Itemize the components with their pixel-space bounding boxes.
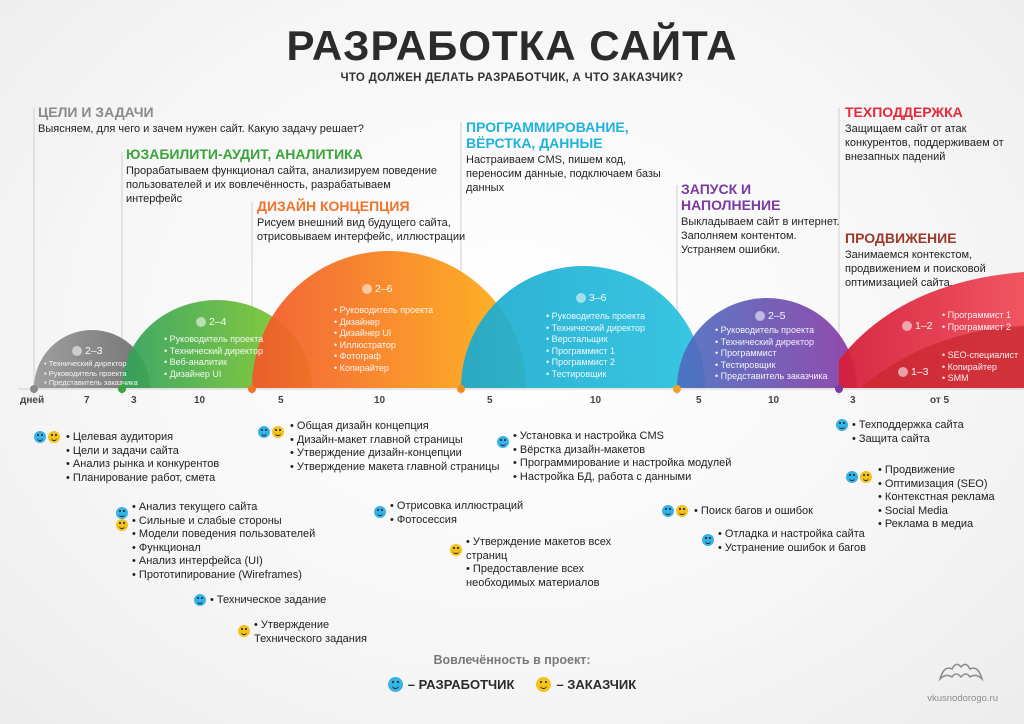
phase-launch bbox=[681, 181, 841, 257]
page-title: РАЗРАБОТКА САЙТА bbox=[286, 22, 738, 69]
task-group-goals bbox=[34, 431, 219, 485]
face-icon bbox=[196, 317, 206, 327]
arc-roles-dev bbox=[546, 311, 645, 380]
list-item: • Контекстная реклама bbox=[878, 491, 995, 505]
task-group-bugs bbox=[662, 505, 813, 519]
list-item: • Функционал bbox=[132, 542, 315, 556]
list-item: • Анализ текущего сайта bbox=[132, 501, 315, 515]
list-item: • Техническое задание bbox=[210, 594, 326, 608]
legend-developer-label: – РАЗРАБОТЧИК bbox=[407, 677, 515, 692]
task-group-debug bbox=[702, 528, 866, 555]
arc-count-design: 2–6 bbox=[362, 283, 393, 295]
developer-face-icon bbox=[374, 506, 386, 518]
role: • Технический директор bbox=[44, 359, 138, 369]
role: • Представитель заказчика bbox=[44, 378, 138, 388]
legend-title: Вовлечённость в проект: bbox=[433, 653, 591, 667]
phase-support bbox=[845, 104, 1015, 164]
role: • Фотограф bbox=[334, 351, 433, 363]
list-item: • Продвижение bbox=[878, 464, 995, 478]
role: • Программист 2 bbox=[942, 322, 1011, 334]
task-group-tz bbox=[194, 594, 326, 608]
role: • Копирайтер bbox=[942, 362, 1018, 374]
role: • SMM bbox=[942, 373, 1018, 385]
role: • Руководитель проекта bbox=[715, 325, 828, 337]
axis-label: 10 bbox=[374, 395, 386, 406]
list-item: • Настройка БД, работа с данными bbox=[513, 471, 731, 485]
developer-face-icon bbox=[388, 677, 403, 692]
arc-count-goals: 2–3 bbox=[72, 345, 103, 357]
role: • Представитель заказчика bbox=[715, 371, 828, 383]
axis-label: от 5 bbox=[930, 395, 950, 406]
phase-title: ПРОДВИЖЕНИЕ bbox=[845, 230, 957, 246]
list-item: • Установка и настройка CMS bbox=[513, 430, 731, 444]
role: • Программист 2 bbox=[546, 357, 645, 369]
arc-roles-goals bbox=[44, 359, 138, 388]
face-icon bbox=[755, 311, 765, 321]
list-item: • Анализ рынка и конкурентов bbox=[66, 458, 219, 472]
phase-desc: Занимаемся контекстом, продвижением и поисковой оптимизацией сайта. bbox=[845, 249, 986, 289]
list-item: • Вёрстка дизайн-макетов bbox=[513, 444, 731, 458]
task-group-design bbox=[258, 420, 499, 474]
list-item: • Программирование и настройка модулей bbox=[513, 457, 731, 471]
phase-title: ТЕХПОДДЕРЖКА bbox=[845, 104, 963, 120]
axis-label: 10 bbox=[590, 395, 602, 406]
phase-desc: Защищаем сайт от атак конкурентов, поддерживаем от внезапных падений bbox=[845, 123, 1004, 163]
axis-label: 10 bbox=[194, 395, 206, 406]
role: • Технический директор bbox=[164, 346, 263, 358]
axis-label: 3 bbox=[850, 395, 856, 406]
arc-count-usability: 2–4 bbox=[196, 316, 227, 328]
role: • Руководитель проекта bbox=[44, 369, 138, 379]
axis-label: 5 bbox=[487, 395, 493, 406]
brand-link[interactable]: vkusnodorogo.ru bbox=[927, 693, 998, 704]
list-item: • Защита сайта bbox=[852, 433, 964, 447]
phase-desc: Рисуем внешний вид будущего сайта, отрисовываем интерфейс, иллюстрации bbox=[257, 217, 466, 243]
arc-roles-design bbox=[334, 305, 433, 374]
client-face-icon bbox=[676, 505, 688, 517]
role: • Копирайтер bbox=[334, 363, 433, 375]
list-item: • Реклама в медиа bbox=[878, 518, 995, 532]
developer-face-icon bbox=[116, 507, 128, 519]
list-item: • Social Media bbox=[878, 505, 995, 519]
role: • SEO-специалист bbox=[942, 350, 1018, 362]
task-group-layouts-approve bbox=[450, 536, 620, 590]
list-item: • Отрисовка иллюстраций bbox=[390, 500, 523, 514]
developer-face-icon bbox=[836, 419, 848, 431]
axis-label: 10 bbox=[768, 395, 780, 406]
phase-title: ЮЗАБИЛИТИ-АУДИТ, АНАЛИТИКА bbox=[126, 146, 363, 162]
list-item: • Цели и задачи сайта bbox=[66, 445, 219, 459]
arc-count-launch: 2–5 bbox=[755, 310, 786, 322]
task-group-support bbox=[836, 419, 964, 446]
arc-roles-support bbox=[942, 310, 1011, 333]
arc-roles-launch bbox=[715, 325, 828, 383]
list-item: • Утверждение дизайн-концепции bbox=[290, 447, 499, 461]
task-group-usability bbox=[116, 501, 315, 582]
role: • Иллюстратор bbox=[334, 340, 433, 352]
phase-title: ЗАПУСК И НАПОЛНЕНИЕ bbox=[681, 181, 781, 213]
list-item: • Техподдержка сайта bbox=[852, 419, 964, 433]
axis-label: 3 bbox=[131, 395, 137, 406]
developer-face-icon bbox=[497, 436, 509, 448]
legend-client-label: – ЗАКАЗЧИК bbox=[556, 677, 637, 692]
list-item: • Фотосессия bbox=[390, 514, 523, 528]
legend bbox=[0, 677, 1024, 692]
role: • Технический директор bbox=[715, 337, 828, 349]
role: • Программист 1 bbox=[942, 310, 1011, 322]
role: • Дизайнер UI bbox=[164, 369, 263, 381]
list-item: • Прототипирование (Wireframes) bbox=[132, 569, 315, 583]
role: • Тестировщик bbox=[546, 369, 645, 381]
arc-count-promo: 1–3 bbox=[898, 366, 929, 378]
phase-usability bbox=[126, 146, 446, 206]
axis-label: 5 bbox=[696, 395, 702, 406]
legend-developer bbox=[388, 677, 515, 692]
list-item: • Отладка и настройка сайта bbox=[718, 528, 866, 542]
phase-promo bbox=[845, 230, 1015, 290]
role: • Руководитель проекта bbox=[546, 311, 645, 323]
developer-face-icon bbox=[846, 471, 858, 483]
phase-dev bbox=[466, 119, 666, 195]
client-face-icon bbox=[116, 519, 128, 531]
list-item: • Анализ интерфейса (UI) bbox=[132, 555, 315, 569]
task-group-tz-approve bbox=[238, 619, 388, 646]
arc-count-dev: 3–6 bbox=[576, 292, 607, 304]
face-icon bbox=[362, 284, 372, 294]
developer-face-icon bbox=[258, 426, 270, 438]
list-item: • Дизайн-макет главной страницы bbox=[290, 434, 499, 448]
client-face-icon bbox=[450, 544, 462, 556]
axis-unit-label: дней bbox=[20, 395, 45, 406]
client-face-icon bbox=[272, 426, 284, 438]
role: • Программист 1 bbox=[546, 346, 645, 358]
arc-roles-promo bbox=[942, 350, 1018, 385]
task-group-dev bbox=[497, 430, 731, 484]
role: • Дизайнер bbox=[334, 317, 433, 329]
list-item: • Предоставление всех необходимых материалов bbox=[466, 563, 620, 590]
role: • Руководитель проекта bbox=[334, 305, 433, 317]
developer-face-icon bbox=[702, 534, 714, 546]
phase-desc: Прорабатываем функционал сайта, анализируем поведение пользователей и их вовлечённость, разрабатываем интерфейс bbox=[126, 165, 437, 205]
axis-label: 7 bbox=[84, 395, 90, 406]
role: • Тестировщик bbox=[715, 360, 828, 372]
legend-client bbox=[536, 677, 636, 692]
task-group-illustrations bbox=[374, 500, 523, 527]
list-item: • Целевая аудитория bbox=[66, 431, 219, 445]
phase-title: ДИЗАЙН КОНЦЕПЦИЯ bbox=[257, 198, 410, 214]
developer-face-icon bbox=[194, 594, 206, 606]
role: • Дизайнер UI bbox=[334, 328, 433, 340]
arc-roles-usability bbox=[164, 334, 263, 380]
phase-title: ПРОГРАММИРОВАНИЕ, ВЁРСТКА, ДАННЫЕ bbox=[466, 119, 629, 151]
list-item: • Планирование работ, смета bbox=[66, 472, 219, 486]
client-face-icon bbox=[48, 431, 60, 443]
developer-face-icon bbox=[34, 431, 46, 443]
face-icon bbox=[898, 367, 908, 377]
face-icon bbox=[576, 293, 586, 303]
face-icon bbox=[72, 346, 82, 356]
phase-design bbox=[257, 198, 467, 244]
role: • Руководитель проекта bbox=[164, 334, 263, 346]
list-item: • Общая дизайн концепция bbox=[290, 420, 499, 434]
list-item: • Утверждение макета главной страницы bbox=[290, 461, 499, 475]
client-face-icon bbox=[860, 471, 872, 483]
developer-face-icon bbox=[662, 505, 674, 517]
list-item: • Устранение ошибок и багов bbox=[718, 542, 866, 556]
list-item: • Поиск багов и ошибок bbox=[694, 505, 813, 519]
list-item: • Оптимизация (SEO) bbox=[878, 478, 995, 492]
phase-desc: Выясняем, для чего и зачем нужен сайт. Какую задачу решает? bbox=[38, 123, 364, 135]
list-item: • Модели поведения пользователей bbox=[132, 528, 315, 542]
phase-title: ЦЕЛИ И ЗАДАЧИ bbox=[38, 104, 154, 120]
arc-count-support: 1–2 bbox=[902, 320, 933, 332]
phase-desc: Настраиваем CMS, пишем код, переносим данные, подключаем базы данных bbox=[466, 154, 661, 194]
role: • Программист bbox=[715, 348, 828, 360]
phase-desc: Выкладываем сайт в интернет. Заполняем контентом. Устраняем ошибки. bbox=[681, 216, 840, 256]
list-item: • Сильные и слабые стороны bbox=[132, 515, 315, 529]
task-group-promo bbox=[846, 464, 995, 532]
mustache-logo-icon bbox=[936, 657, 986, 687]
role: • Верстальщик bbox=[546, 334, 645, 346]
role: • Технический директор bbox=[546, 323, 645, 335]
role: • Веб-аналитик bbox=[164, 357, 263, 369]
client-face-icon bbox=[536, 677, 551, 692]
list-item: • Утверждение Технического задания bbox=[254, 619, 388, 646]
face-icon bbox=[902, 321, 912, 331]
page-subtitle: ЧТО ДОЛЖЕН ДЕЛАТЬ РАЗРАБОТЧИК, А ЧТО ЗАКАЗЧИК? bbox=[340, 72, 684, 84]
axis-label: 5 bbox=[278, 395, 284, 406]
client-face-icon bbox=[238, 625, 250, 637]
phase-goals bbox=[38, 104, 398, 136]
list-item: • Утверждение макетов всех страниц bbox=[466, 536, 620, 563]
